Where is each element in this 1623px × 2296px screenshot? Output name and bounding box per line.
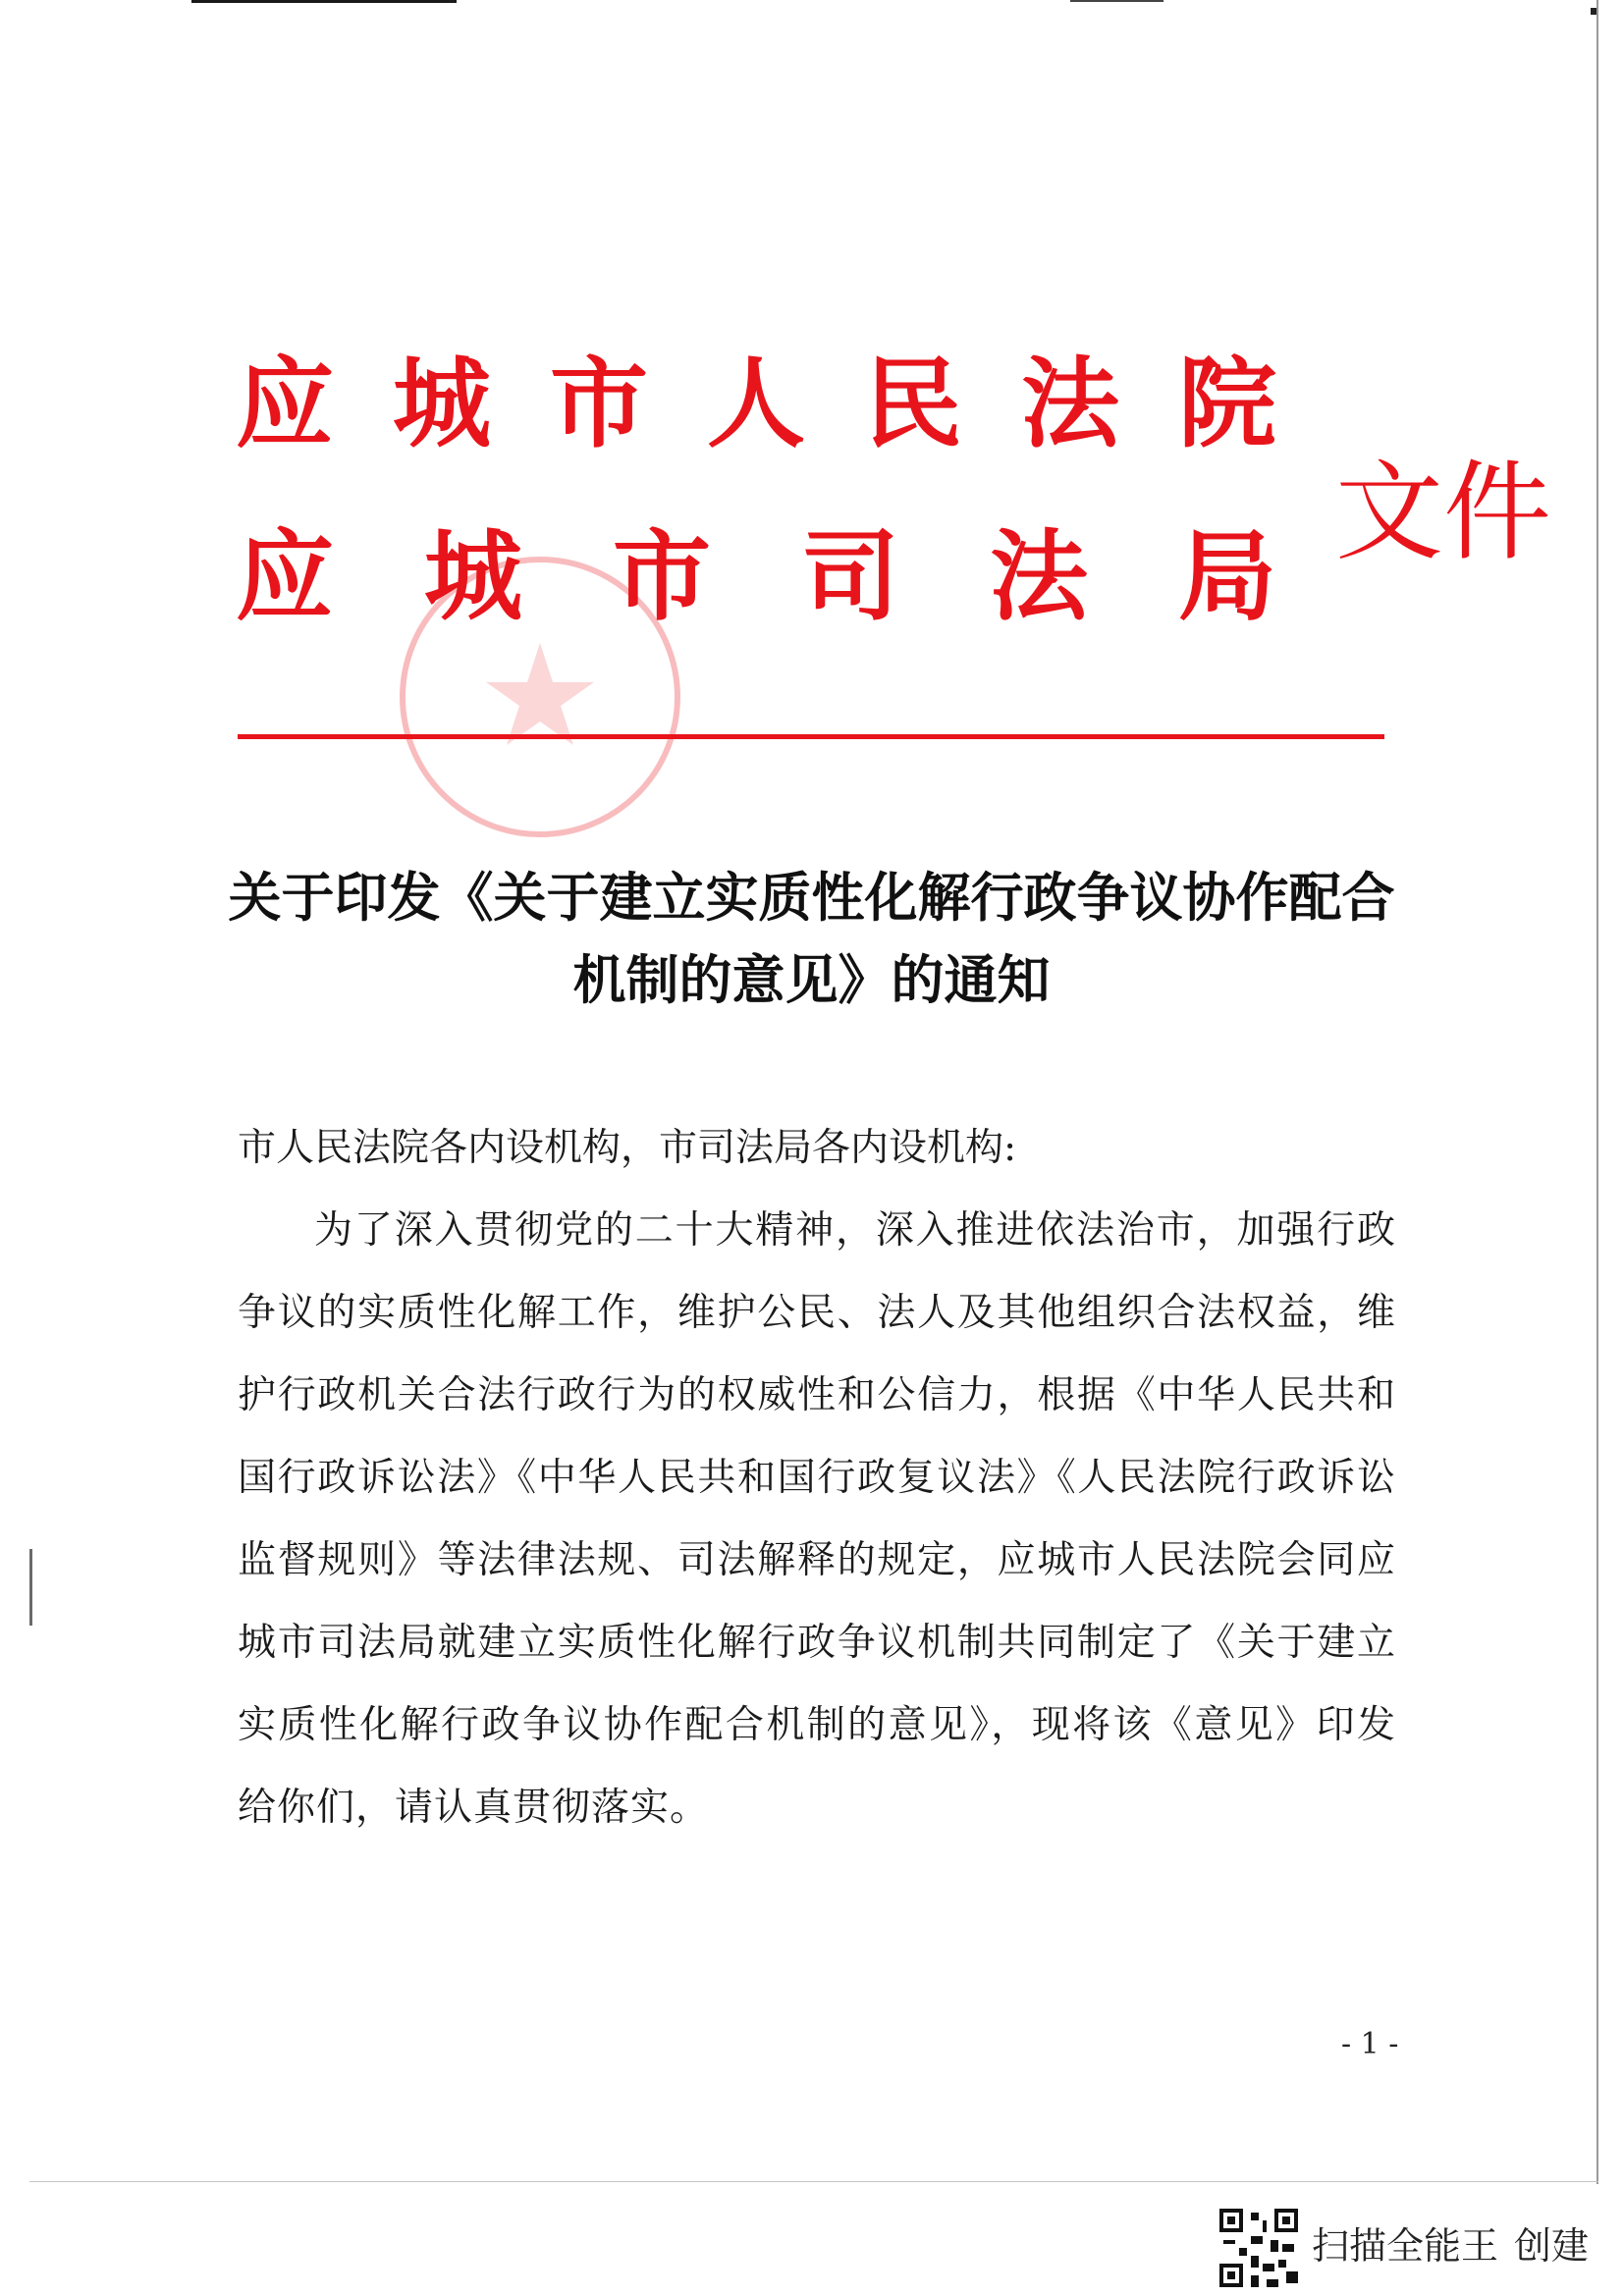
- issuer-bureau-char: 市: [613, 518, 711, 634]
- issuer-justice-bureau-name: [236, 518, 1276, 634]
- scan-edge-right: [1596, 0, 1598, 2184]
- issuer-court-char: 城: [393, 346, 491, 461]
- header-divider: [238, 734, 1384, 739]
- scanner-app-name: 扫描全能王: [1312, 2224, 1499, 2268]
- document-title-line-2: 机制的意见》的通知: [572, 948, 1051, 1011]
- issuer-bureau-char: 城: [424, 518, 522, 634]
- scan-edge-bottom: [29, 2181, 1598, 2182]
- document-title-line-1: 关于印发《关于建立实质性化解行政争议协作配合: [228, 866, 1395, 929]
- scan-edge-top-right: [1070, 0, 1163, 2]
- scanner-watermark: [1312, 2220, 1589, 2271]
- scan-edge-left: [29, 1549, 32, 1626]
- issuer-court-char: 人: [707, 346, 805, 461]
- body-paragraph: 为了深入贯彻党的二十大精神，深入推进依法治市，加强行政争议的实质性化解工作，维护公民、法人及其他组织合法权益，维护行政机关合法行政行为的权威性和公信力，根据《中华人民共和国行政诉讼法》《中华人民共和国行政复议法》《人民法院行政诉讼监督规则》等法律法规、司法解释的规定，应城市人民法院会同应城市司法局就建立实质性化解行政争议机制共同制定了《关于建立实质性化解行政争议协作配合机制的意见》，现将该《意见》印发给你们，请认真贯彻落实。: [238, 1208, 1396, 1830]
- issuer-bureau-char: 司: [801, 518, 899, 634]
- issuer-court-char: 法: [1021, 346, 1119, 461]
- issuer-bureau-char: 应: [236, 518, 334, 634]
- salutation: 市人民法院各内设机构，市司法局各内设机构:: [238, 1126, 1017, 1170]
- issuer-bureau-char: 局: [1178, 518, 1276, 634]
- page-number: - 1 -: [1341, 2027, 1399, 2061]
- issuer-bureau-char: 法: [990, 518, 1088, 634]
- issuer-court-char: 院: [1178, 346, 1276, 461]
- document-type-label: 文件: [1335, 450, 1551, 575]
- scan-edge-top-left: [191, 0, 457, 3]
- issuer-court-char: 应: [236, 346, 334, 461]
- qr-code-icon: [1219, 2209, 1298, 2287]
- scanner-action-label: 创建: [1514, 2224, 1590, 2268]
- issuer-court-char: 民: [864, 346, 962, 461]
- issuer-court-char: 市: [550, 346, 648, 461]
- issuer-court-name: [236, 346, 1276, 461]
